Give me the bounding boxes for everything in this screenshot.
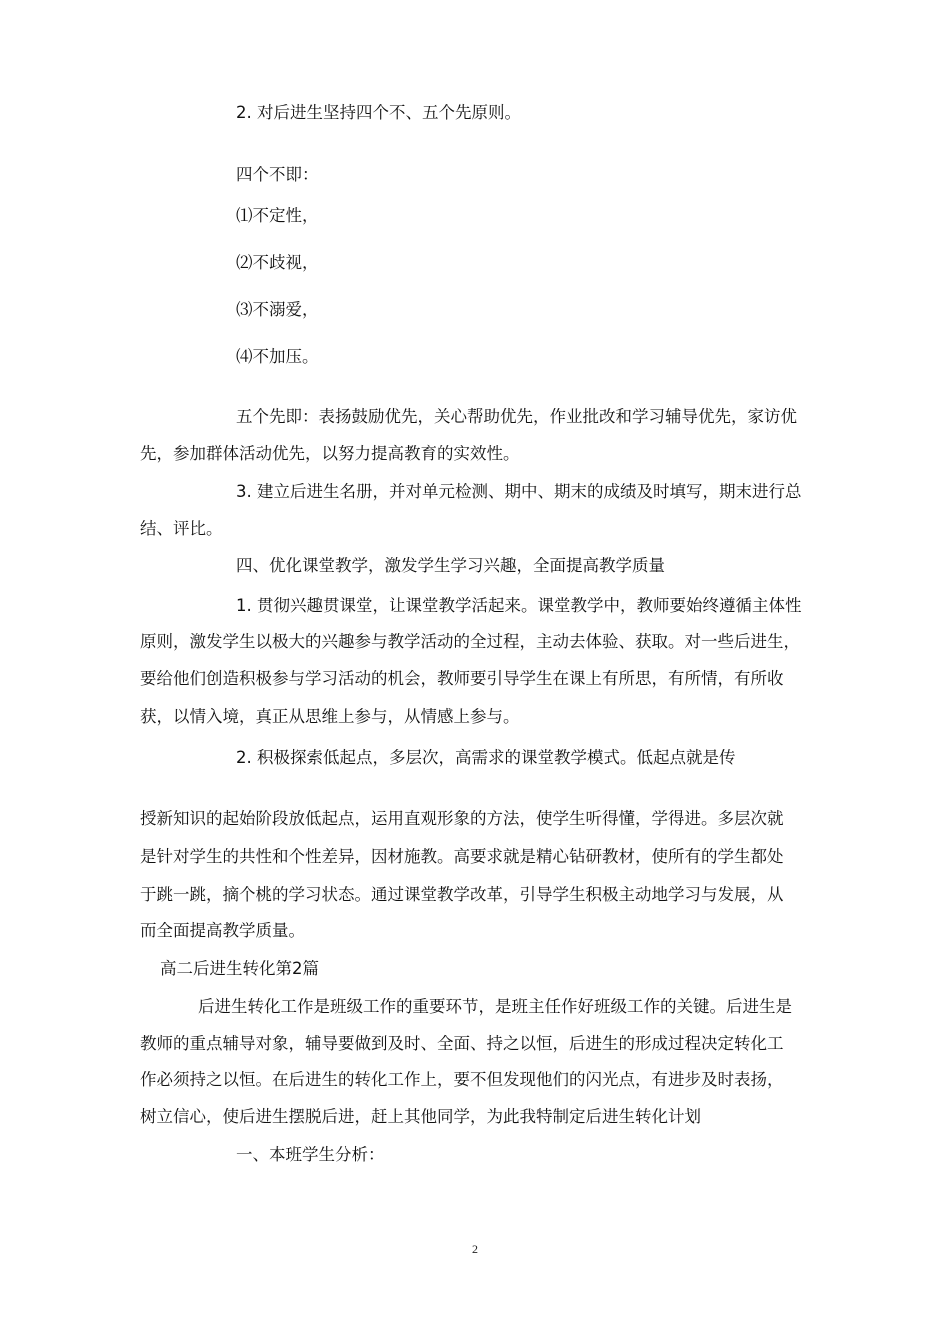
text-line: 要给他们创造积极参与学习活动的机会，教师要引导学生在课上有所思，有所情，有所收 xyxy=(140,669,784,688)
page-number: 2 xyxy=(472,1242,478,1256)
text-line: 作必须持之以恒。在后进生的转化工作上，要不但发现他们的闪光点，有进步及时表扬， xyxy=(140,1070,784,1089)
section-heading: 四、优化课堂教学，激发学生学习兴趣，全面提高教学质量 xyxy=(236,556,665,575)
text-line: 授新知识的起始阶段放低起点，运用直观形象的方法，使学生听得懂，学得进。多层次就 xyxy=(140,809,784,828)
text-line: 教师的重点辅导对象，辅导要做到及时、全面、持之以恒，后进生的形成过程决定转化工 xyxy=(140,1034,784,1053)
text-line: 原则，激发学生以极大的兴趣参与教学活动的全过程，主动去体验、获取。对一些后进生， xyxy=(140,632,800,651)
text-line: 树立信心，使后进生摆脱后进，赶上其他同学，为此我特制定后进生转化计划 xyxy=(140,1107,701,1126)
text-line: 后进生转化工作是班级工作的重要环节，是班主任作好班级工作的关键。后进生是 xyxy=(198,997,792,1016)
text-line: 2. 积极探索低起点，多层次，高需求的课堂教学模式。低起点就是传 xyxy=(236,748,736,767)
text-line: 于跳一跳，摘个桃的学习状态。通过课堂教学改革，引导学生积极主动地学习与发展，从 xyxy=(140,885,784,904)
text-line: 3. 建立后进生名册，并对单元检测、期中、期末的成绩及时填写，期末进行总 xyxy=(236,482,802,501)
text-line: ⑵不歧视， xyxy=(236,253,319,272)
text-line: 四个不即： xyxy=(236,165,319,184)
text-line: ⑴不定性， xyxy=(236,206,319,225)
text-line: 获，以情入境，真正从思维上参与，从情感上参与。 xyxy=(140,707,520,726)
section-heading: 一、本班学生分析： xyxy=(236,1145,385,1164)
text-line: ⑶不溺爱， xyxy=(236,300,319,319)
text-line: 而全面提高教学质量。 xyxy=(140,921,305,940)
text-line: 五个先即：表扬鼓励优先，关心帮助优先，作业批改和学习辅导优先，家访优 xyxy=(236,407,797,426)
section-heading: 高二后进生转化第2篇 xyxy=(160,959,319,978)
text-line: 1. 贯彻兴趣贯课堂，让课堂教学活起来。课堂教学中，教师要始终遵循主体性 xyxy=(236,596,802,615)
text-line: 先，参加群体活动优先，以努力提高教育的实效性。 xyxy=(140,444,520,463)
text-line: 结、评比。 xyxy=(140,519,223,538)
text-line: 2. 对后进生坚持四个不、五个先原则。 xyxy=(236,103,521,122)
text-line: 是针对学生的共性和个性差异，因材施教。高要求就是精心钻研教材，使所有的学生都处 xyxy=(140,847,784,866)
text-line: ⑷不加压。 xyxy=(236,347,319,366)
